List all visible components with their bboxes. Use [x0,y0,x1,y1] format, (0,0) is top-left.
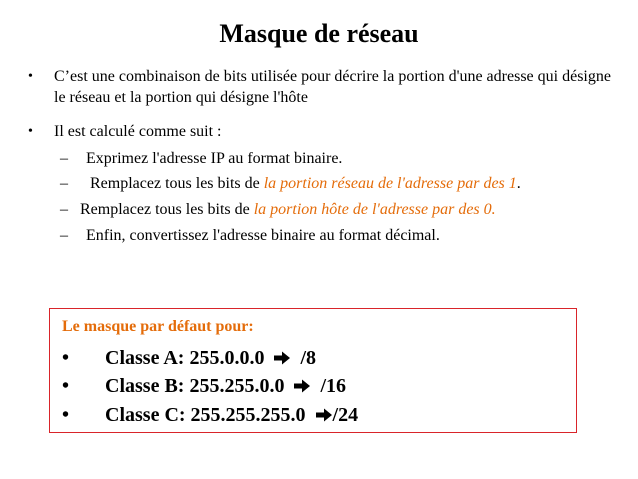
step-binary [60,148,342,169]
bullet-marker: • [28,124,33,139]
step-host-zeros-text [80,201,496,218]
bullet-definition [28,66,624,108]
step-decimal-text: Enfin, convertissez l'adresse binaire au format décimal. [86,227,440,244]
default-mask-box [49,308,577,433]
class-a-mask: Classe A: 255.0.0.0 [105,347,265,369]
class-c-mask: Classe C: 255.255.255.0 [105,404,306,426]
step-binary-text: Exprimez l'adresse IP au format binaire. [86,150,343,167]
bullet-marker: • [28,69,33,84]
bullet-marker: • [62,375,70,397]
dash-marker: – [60,201,68,218]
bullet-marker: • [62,347,70,369]
step-network-ones-text [90,175,521,192]
default-mask-heading: Le masque par défaut pour: [62,318,254,335]
right-arrow-icon [293,378,311,394]
right-arrow-icon [315,407,333,423]
step-host-zeros [60,199,496,220]
step-decimal [60,225,440,246]
class-b-mask: Classe B: 255.255.0.0 [105,375,285,397]
step-network-prefix: Remplacez tous les bits de [90,175,264,192]
step-network-highlight: la portion réseau de l'adresse par des 1 [263,175,517,192]
dash-marker: – [60,175,68,192]
bullet-marker: • [62,404,70,426]
right-arrow-icon [273,350,291,366]
bullet-calculation [28,121,624,142]
class-b-prefix: /16 [320,375,347,397]
dash-marker: – [60,150,68,167]
bullet-definition-text: C’est une combinaison de bits utilisée pour décrire la portion d'une adresse qui désigne le réseau et la portion qui désigne l'hôte [54,68,611,106]
bullet-calculation-text: Il est calculé comme suit : [54,123,222,140]
class-c-prefix: /24 [332,404,359,426]
step-host-highlight: la portion hôte de l'adresse par des 0. [253,201,496,218]
step-network-suffix: . [516,175,521,192]
dash-marker: – [60,227,68,244]
class-a-prefix: /8 [300,347,317,369]
slide-title: Masque de réseau [219,19,419,48]
step-host-prefix: Remplacez tous les bits de [80,201,254,218]
step-network-ones [60,173,521,194]
